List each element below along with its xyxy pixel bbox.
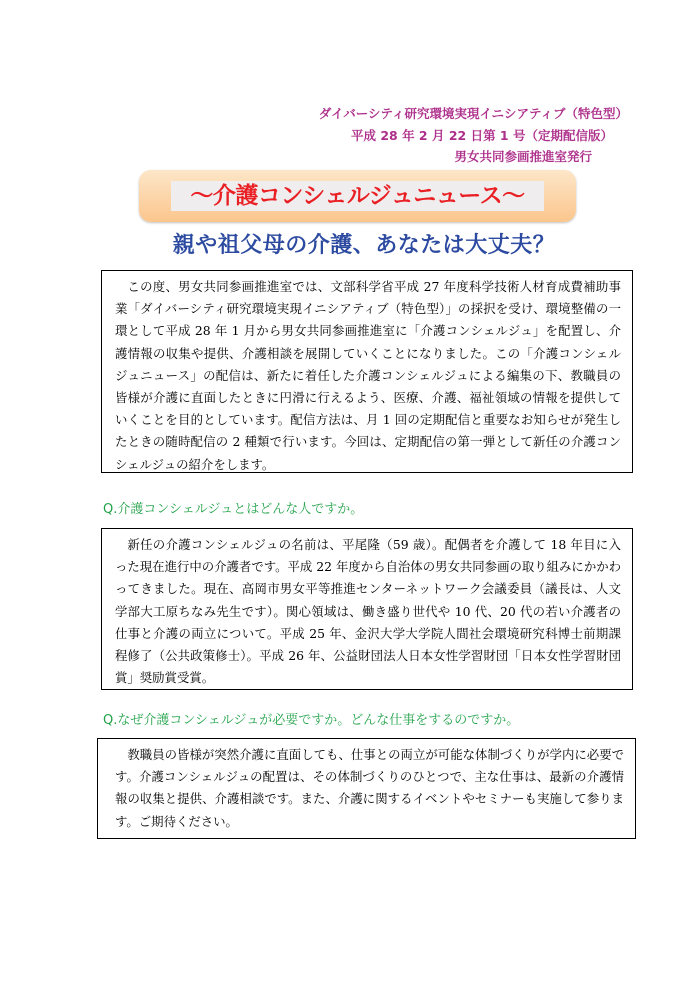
intro-box <box>101 270 633 473</box>
header-publisher: 男女共同参画推進室発行 <box>454 149 592 164</box>
newsletter-title: 〜介護コンシェルジュニュース〜 <box>171 181 544 211</box>
answer-box-2 <box>97 738 636 839</box>
answer-text-1: 新任の介護コンシェルジュの名前は、平尾隆（59 歳）。配偶者を介護して 18 年目に入った現在進行中の介護者です。平成 22 年度から自治体の男女共同参画の取り組みにかかわってきました。現在、高岡市男女平等推進センターネットワーク会議委員（議長は、人文学部大工原ちなみ先生です）。関心領域は、働き盛り世代や 10 代、20 代の若い介護者の仕事と介護の両立について。平成 25 年、金沢大学大学院人間社会環境研究科博士前期課程修了（公共政策修士）。平成 26 年、公益財団法人日本女性学習財団「日本女性学習財団賞」奨励賞受賞。 <box>115 537 621 686</box>
answer-box-1 <box>101 528 633 690</box>
header-program-name: ダイバーシティ研究環境実現イニシアティブ（特色型） <box>318 106 628 121</box>
intro-text: この度、男女共同参画推進室では、文部科学省平成 27 年度科学技術人材育成費補助事業「ダイバーシティ研究環境実現イニシアティブ（特色型）」の採択を受け、環境整備の一環として平成 28 年 1 月から男女共同参画推進室に「介護コンシェルジュ」を配置し、介護情報の収集や提供、介護相談を展開していくことになりました。この「介護コンシェルジュニュース」の配信は、新たに着任した介護コンシェルジュによる編集の下、教職員の皆様が介護に直面したときに円滑に行えるよう、医療、介護、福祉領域の情報を提供していくことを目的としています。配信方法は、月 1 回の定期配信と重要なお知らせが発生したときの随時配信の 2 種類で行います。今回は、定期配信の第一弾として新任の介護コンシェルジュの紹介をします。 <box>115 279 621 472</box>
question-heading-1: Q.介護コンシェルジュとはどんな人ですか。 <box>103 502 364 517</box>
newsletter-subtitle: 親や祖父母の介護、あなたは大丈夫？ <box>172 233 556 258</box>
answer-text-2: 教職員の皆様が突然介護に直面しても、仕事との両立が可能な体制づくりが学内に必要です。介護コンシェルジュの配置は、その体制づくりのひとつで、主な仕事は、最新の介護情報の収集と提供、介護相談です。また、介護に関するイベントやセミナーも実施して参ります。ご期待ください。 <box>115 747 624 829</box>
question-heading-2: Q.なぜ介護コンシェルジュが必要ですか。どんな仕事をするのですか。 <box>103 713 520 728</box>
header-issue-date: 平成 28 年 2 月 22 日第 1 号（定期配信版） <box>350 128 613 143</box>
